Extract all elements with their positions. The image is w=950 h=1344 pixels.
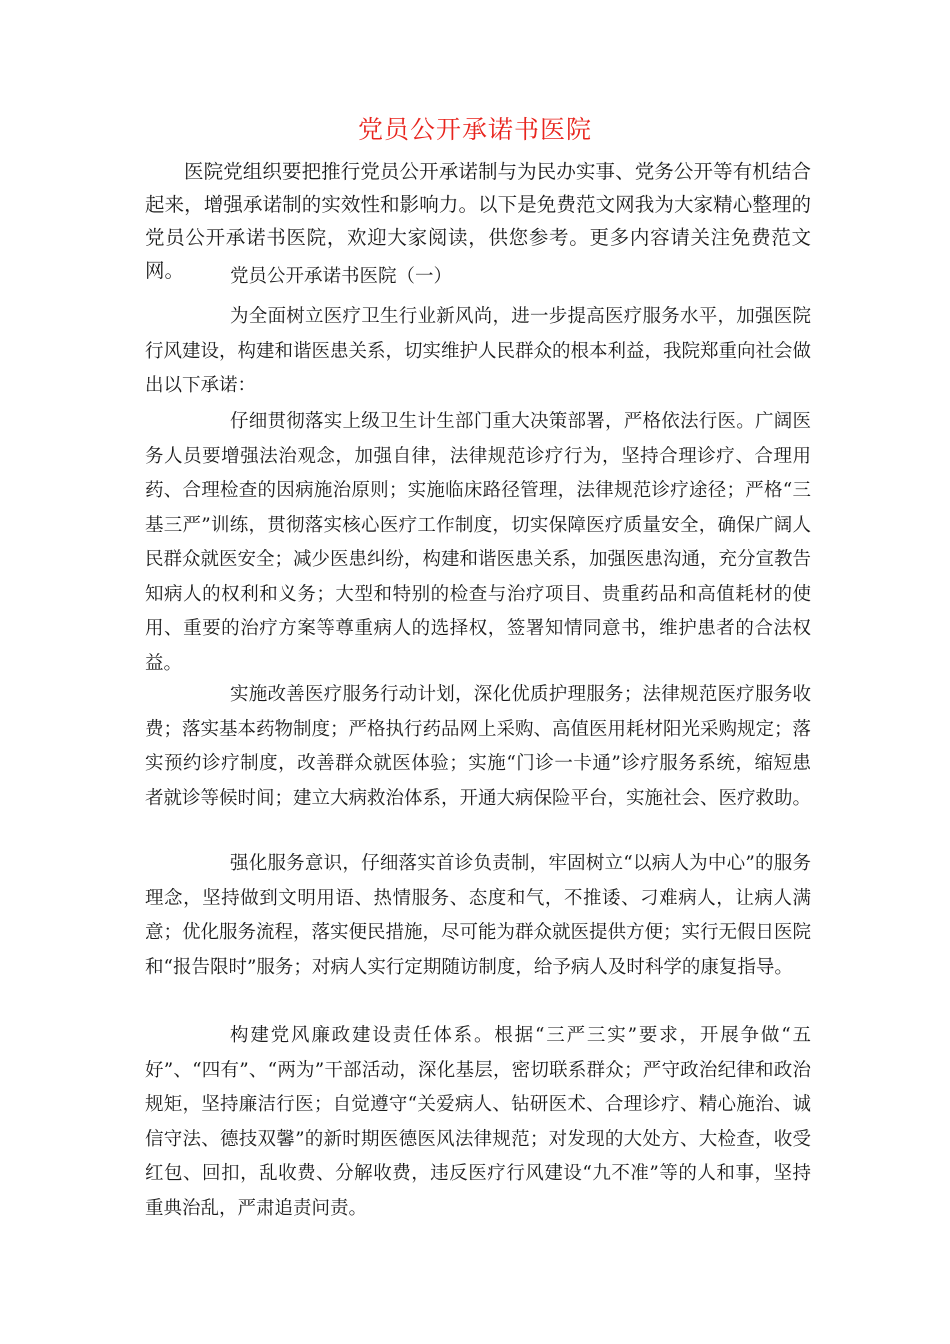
body-paragraph: 实施改善医疗服务行动计划，深化优质护理服务；法律规范医疗服务收费；落实基本药物制度；严格执行药品网上采购、高值医用耗材阳光采购规定；落实预约诊疗制度，改善群众就医体验；实施“门诊一卡通”诊疗服务系统，缩短患者就诊等候时间；建立大病救治体系，开通大病保险平台，实施社会、医疗救助。 [145,684,812,809]
body-paragraph: 强化服务意识，仔细落实首诊负责制，牢固树立“以病人为中心”的服务理念，坚持做到文明用语、热情服务、态度和气，不推诿、刁难病人，让病人满意；优化服务流程，落实便民措施，尽可能为群众就医提供方便；实行无假日医院和“报告限时”服务；对病人实行定期随访制度，给予病人及时科学的康复指导。 [145,853,812,978]
section-subheading: 党员公开承诺书医院（一） [230,266,453,287]
document-title: 党员公开承诺书医院 [357,115,592,144]
body-paragraph: 仔细贯彻落实上级卫生计生部门重大决策部署，严格依法行医。广阔医务人员要增强法治观念，加强自律，法律规范诊疗行为，坚持合理诊疗、合理用药、合理检查的因病施治原则；实施临床路径管理，法律规范诊疗途径；严格“三基三严”训练，贯彻落实核心医疗工作制度，切实保障医疗质量安全，确保广阔人民群众就医安全；减少医患纠纷，构建和谐医患关系，加强医患沟通，充分宣教告知病人的权利和义务；大型和特别的检查与治疗项目、贵重药品和高值耗材的使用、重要的治疗方案等尊重病人的选择权，签署知情同意书，维护患者的合法权益。 [145,411,812,674]
body-paragraph: 为全面树立医疗卫生行业新风尚，进一步提高医疗服务水平，加强医院行风建设，构建和谐医患关系，切实维护人民群众的根本利益，我院郑重向社会做出以下承诺： [145,306,812,396]
intro-paragraph: 医院党组织要把推行党员公开承诺制与为民办实事、党务公开等有机结合起来，增强承诺制的实效性和影响力。以下是免费范文网我为大家精心整理的党员公开承诺书医院，欢迎大家阅读，供您参考。更多内容请关注免费范文网。 [145,160,811,282]
body-paragraph: 构建党风廉政建设责任体系。根据“三严三实”要求，开展争做“五好”、“四有”、“两为”干部活动，深化基层，密切联系群众；严守政治纪律和政治规矩，坚持廉洁行医；自觉遵守“关爱病人、钻研医术、合理诊疗、精心施治、诚信守法、德技双馨”的新时期医德医风法律规范；对发现的大处方、大检查，收受红包、回扣，乱收费、分解收费，违反医疗行风建设“九不准”等的人和事，坚持重典治乱，严肃追责问责。 [145,1025,811,1219]
